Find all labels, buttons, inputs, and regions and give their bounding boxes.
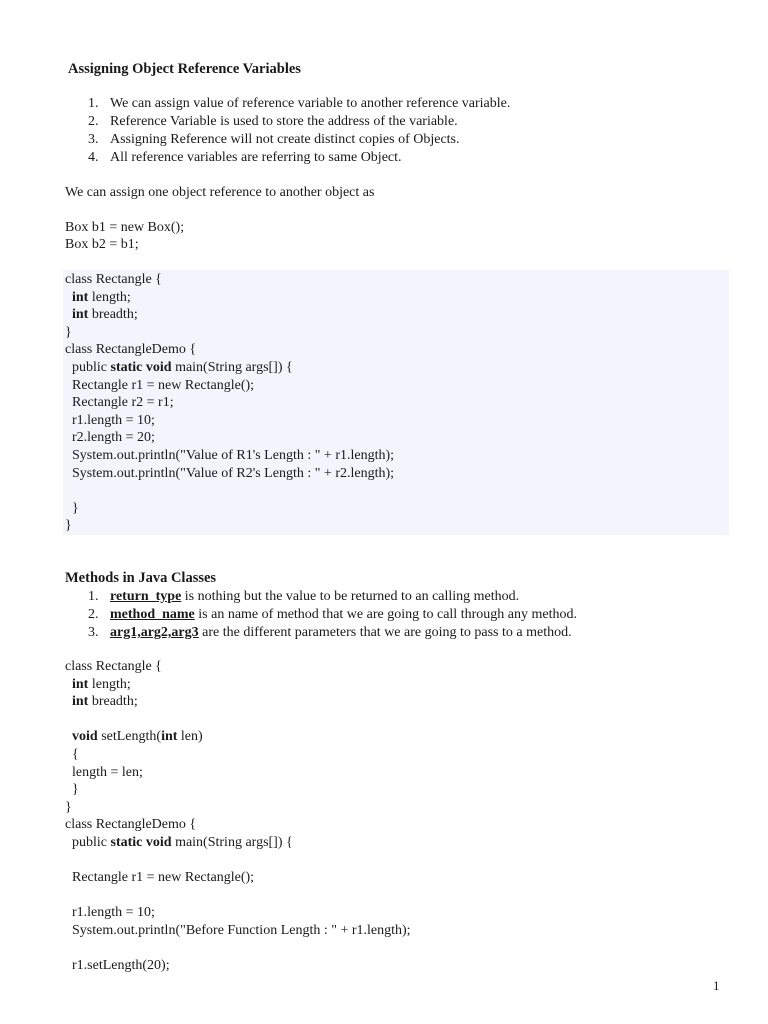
code-text: breadth; bbox=[88, 307, 138, 323]
code-line bbox=[65, 359, 293, 376]
code-line: Box b2 = b1; bbox=[65, 237, 139, 252]
list-item bbox=[88, 95, 510, 112]
list-number: 4. bbox=[88, 150, 99, 165]
code-text: length = len; bbox=[65, 764, 143, 780]
code-line bbox=[65, 658, 162, 675]
code-text: Rectangle r2 = r1; bbox=[65, 395, 174, 411]
list-item bbox=[88, 131, 460, 148]
code-text: { bbox=[65, 747, 79, 762]
list-text: We can assign value of reference variable to another reference variable. bbox=[110, 96, 511, 111]
code-line bbox=[65, 799, 72, 816]
code-keyword: int bbox=[72, 676, 89, 692]
code-keyword: void bbox=[72, 729, 98, 745]
code-line bbox=[65, 676, 131, 693]
section-heading-references: Assigning Object Reference Variables bbox=[68, 61, 301, 77]
code-text: setLength( bbox=[97, 729, 162, 745]
code-line bbox=[65, 412, 155, 429]
code-text bbox=[65, 694, 72, 709]
code-text: class Rectangle { bbox=[65, 659, 162, 674]
list-number: 1. bbox=[88, 96, 99, 111]
code-line bbox=[65, 394, 174, 411]
list-text: Reference Variable is used to store the address of the variable. bbox=[110, 114, 458, 129]
code-text: length; bbox=[88, 676, 131, 692]
code-line bbox=[65, 465, 394, 482]
code-text: System.out.println("Value of R2's Length : " + r2.length); bbox=[65, 465, 395, 481]
code-text: } bbox=[65, 324, 72, 340]
code-text: r1.length = 10; bbox=[65, 905, 155, 921]
code-line: Box b1 = new Box(); bbox=[65, 220, 185, 235]
code-text: System.out.println("Before Function Length : " + r1.length); bbox=[65, 923, 411, 938]
code-line bbox=[65, 447, 394, 464]
code-line bbox=[65, 306, 138, 323]
code-text: } bbox=[65, 799, 72, 815]
code-text: r1.length = 10; bbox=[65, 412, 155, 428]
code-text: r1.setLength(20); bbox=[65, 958, 170, 974]
code-keyword: int bbox=[72, 307, 89, 323]
code-line bbox=[65, 324, 72, 341]
list-text: are the different parameters that we are going to pass to a method. bbox=[198, 625, 572, 640]
code-text bbox=[65, 307, 72, 322]
code-keyword: static void bbox=[110, 360, 172, 375]
code-text: public bbox=[65, 360, 111, 375]
code-line bbox=[65, 271, 162, 288]
list-number: 1. bbox=[88, 589, 99, 604]
code-line bbox=[65, 429, 155, 446]
page-number: 1 bbox=[713, 978, 720, 993]
code-keyword: int bbox=[72, 694, 89, 710]
code-text: class RectangleDemo { bbox=[65, 817, 197, 833]
code-line bbox=[65, 922, 411, 939]
code-text: length; bbox=[88, 289, 131, 305]
code-text: class RectangleDemo { bbox=[65, 342, 197, 358]
code-text bbox=[65, 290, 72, 305]
code-text: r2.length = 20; bbox=[65, 430, 155, 446]
list-text: Assigning Reference will not create distinct copies of Objects. bbox=[110, 132, 460, 147]
code-line bbox=[65, 500, 79, 517]
code-text bbox=[65, 729, 72, 744]
code-line bbox=[65, 517, 72, 534]
list-text: is an name of method that we are going to call through any method. bbox=[194, 607, 577, 622]
code-text: Rectangle r1 = new Rectangle(); bbox=[65, 870, 255, 886]
code-line bbox=[65, 764, 143, 781]
term: return_type bbox=[110, 589, 182, 604]
code-line bbox=[65, 957, 170, 974]
code-line bbox=[65, 728, 203, 745]
code-text bbox=[65, 677, 72, 692]
code-text: System.out.println("Value of R1's Length : " + r1.length); bbox=[65, 448, 395, 463]
list-item bbox=[88, 606, 577, 623]
list-item bbox=[88, 149, 402, 166]
code-text: breadth; bbox=[88, 694, 138, 710]
code-line bbox=[65, 834, 293, 851]
code-text: main(String args[]) { bbox=[171, 360, 293, 375]
code-text: } bbox=[65, 518, 72, 534]
code-line bbox=[65, 816, 196, 833]
code-line bbox=[65, 904, 155, 921]
code-text: public bbox=[65, 835, 111, 850]
code-line bbox=[65, 341, 196, 358]
term: arg1,arg2,arg3 bbox=[110, 625, 199, 640]
section-heading-methods: Methods in Java Classes bbox=[65, 570, 217, 586]
list-text: All reference variables are referring to same Object. bbox=[110, 150, 402, 165]
code-text: Rectangle r1 = new Rectangle(); bbox=[65, 377, 255, 393]
code-keyword: int bbox=[72, 289, 89, 305]
code-line bbox=[65, 377, 254, 394]
list-number: 2. bbox=[88, 114, 99, 129]
term: method_name bbox=[110, 607, 195, 622]
list-number: 3. bbox=[88, 625, 99, 640]
list-item bbox=[88, 113, 458, 130]
list-number: 3. bbox=[88, 132, 99, 147]
code-keyword: static void bbox=[110, 835, 172, 850]
code-line bbox=[65, 693, 138, 710]
code-text: } bbox=[65, 782, 79, 798]
list-number: 2. bbox=[88, 607, 99, 622]
code-keyword: int bbox=[161, 729, 178, 745]
code-line bbox=[65, 289, 131, 306]
list-item bbox=[88, 588, 519, 605]
code-text: main(String args[]) { bbox=[171, 835, 293, 850]
code-text: } bbox=[65, 500, 79, 516]
code-line bbox=[65, 781, 79, 798]
code-line bbox=[65, 869, 254, 886]
code-text: class Rectangle { bbox=[65, 272, 162, 287]
list-item bbox=[88, 624, 572, 641]
list-text: is nothing but the value to be returned to an calling method. bbox=[181, 589, 520, 604]
code-line bbox=[65, 746, 79, 763]
code-text: len) bbox=[177, 729, 203, 745]
intro-paragraph: We can assign one object reference to another object as bbox=[65, 185, 375, 200]
